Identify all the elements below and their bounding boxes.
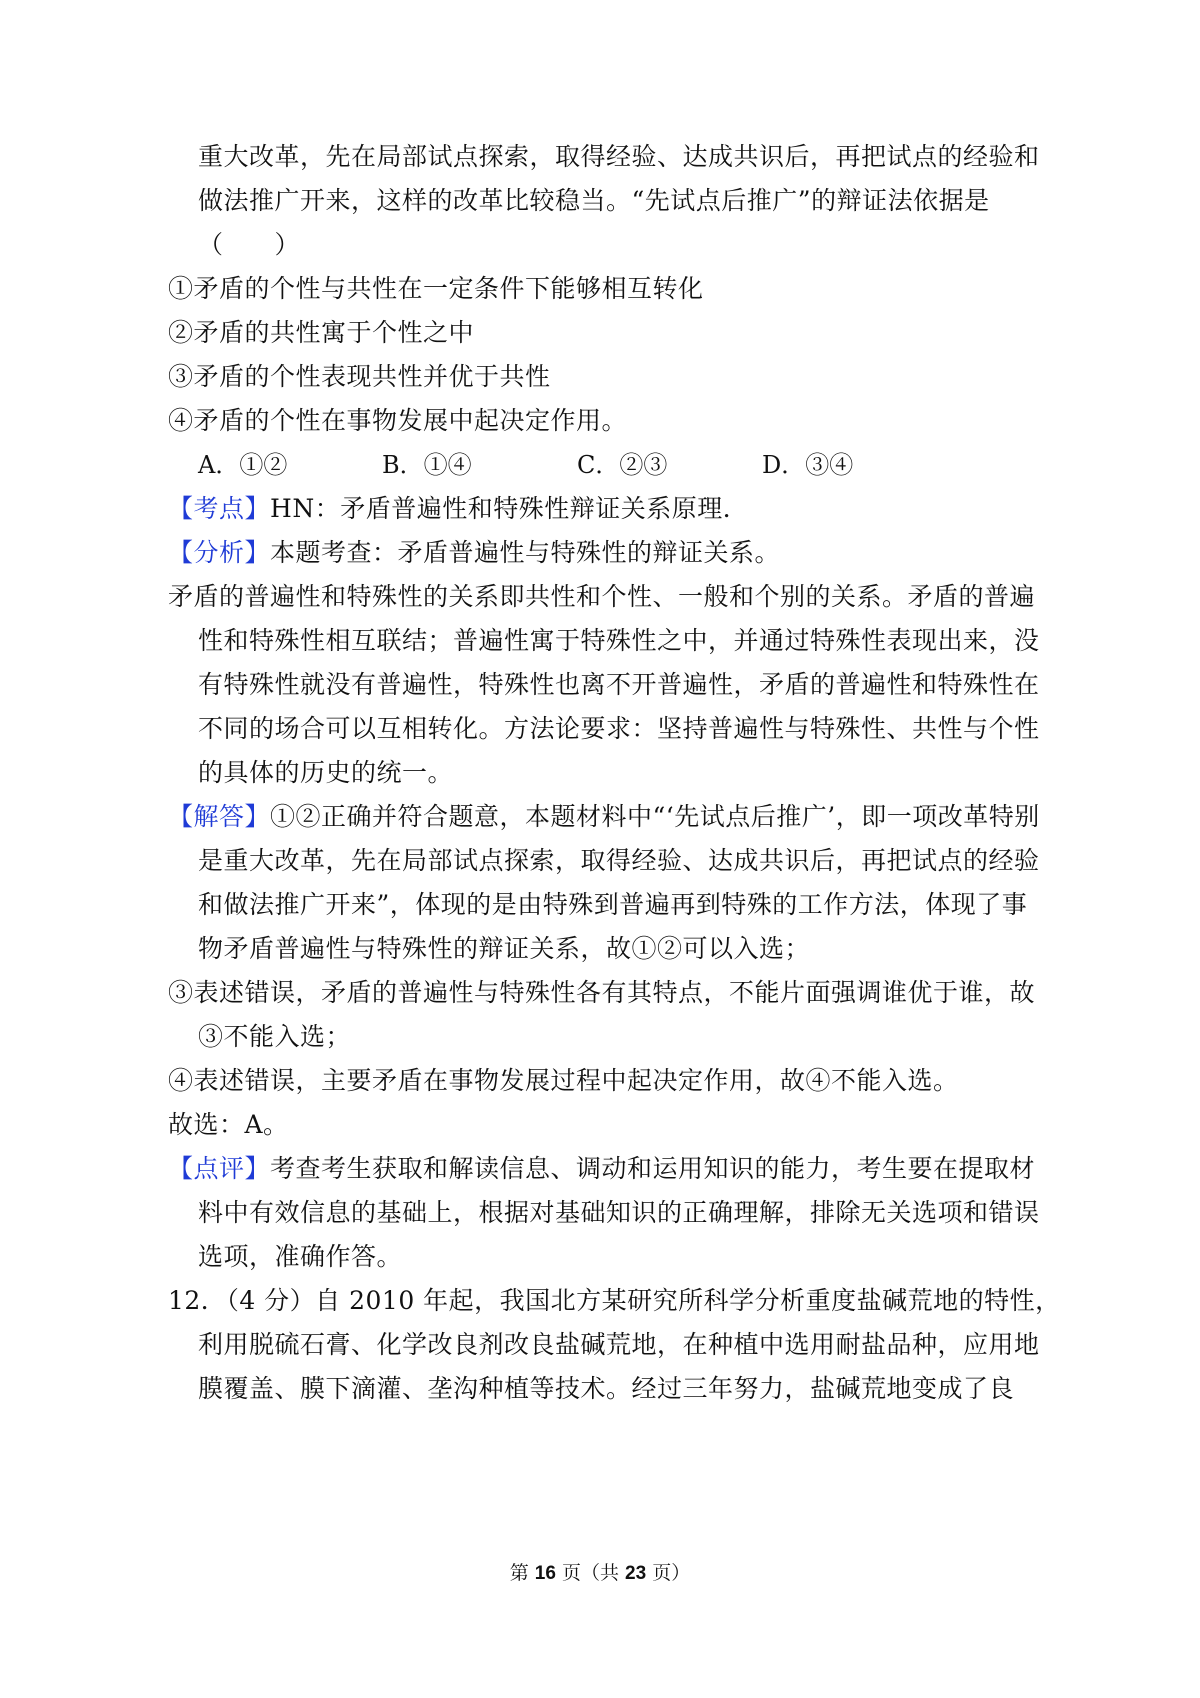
question-12-line-3: 膜覆盖、膜下滴灌、垄沟种植等技术。经过三年努力，盐碱荒地变成了良 bbox=[198, 1374, 1015, 1403]
footer-page-number: 16 bbox=[534, 1563, 556, 1584]
jieda-text-1: ①②正确并符合题意，本题材料中“‘先试点后推广’，即一项改革特别 bbox=[270, 802, 1040, 831]
footer-total-pages: 23 bbox=[625, 1563, 647, 1584]
analysis-line-2: 性和特殊性相互联结；普遍性寓于特殊性之中，并通过特殊性表现出来，没 bbox=[198, 626, 1040, 655]
continued-question-line-2: 做法推广开来，这样的改革比较稳当。“先试点后推广”的辩证法依据是 bbox=[198, 186, 990, 215]
jieda-line-3: 和做法推广开来”，体现的是由特殊到普遍再到特殊的工作方法，体现了事 bbox=[198, 890, 1028, 919]
fenxi-section bbox=[168, 536, 780, 570]
option-c: C．②③ bbox=[577, 451, 668, 479]
question-number: 12． bbox=[168, 1286, 227, 1315]
explanation-3-line-2: ③不能入选； bbox=[198, 1022, 352, 1051]
analysis-line-3: 有特殊性就没有普遍性，特殊性也离不开普遍性，矛盾的普遍性和特殊性在 bbox=[198, 670, 1040, 699]
footer-mid: 页（共 bbox=[561, 1562, 619, 1584]
footer-prefix: 第 bbox=[509, 1562, 529, 1584]
jieda-line-2: 是重大改革，先在局部试点探索，取得经验、达成共识后，再把试点的经验 bbox=[198, 846, 1040, 875]
statement-2: ②矛盾的共性寓于个性之中 bbox=[168, 318, 475, 347]
analysis-line-1: 矛盾的普遍性和特殊性的关系即共性和个性、一般和个别的关系。矛盾的普遍 bbox=[168, 582, 1036, 611]
kaodian-text: HN：矛盾普遍性和特殊性辩证关系原理． bbox=[270, 494, 749, 523]
analysis-line-5: 的具体的历史的统一。 bbox=[198, 758, 454, 787]
jieda-line-4: 物矛盾普遍性与特殊性的辩证关系，故①②可以入选； bbox=[198, 934, 811, 963]
dianping-tag: 【点评】 bbox=[168, 1154, 271, 1183]
footer-suffix: 页） bbox=[652, 1562, 691, 1584]
dianping-section bbox=[168, 1152, 1035, 1186]
fenxi-tag: 【分析】 bbox=[168, 538, 271, 567]
statement-3: ③矛盾的个性表现共性并优于共性 bbox=[168, 362, 551, 391]
answer-blank: （ ） bbox=[198, 230, 301, 259]
final-answer: 故选：A。 bbox=[168, 1110, 289, 1139]
kaodian-tag: 【考点】 bbox=[168, 494, 271, 523]
explanation-4: ④表述错误，主要矛盾在事物发展过程中起决定作用，故④不能入选。 bbox=[168, 1066, 959, 1095]
question-12-line-1 bbox=[168, 1284, 1061, 1318]
dianping-line-2: 料中有效信息的基础上，根据对基础知识的正确理解，排除无关选项和错误 bbox=[198, 1198, 1040, 1227]
statement-4: ④矛盾的个性在事物发展中起决定作用。 bbox=[168, 406, 628, 435]
dianping-line-3: 选项，准确作答。 bbox=[198, 1242, 403, 1271]
continued-question-line-1: 重大改革，先在局部试点探索，取得经验、达成共识后，再把试点的经验和 bbox=[198, 142, 1040, 171]
option-b: B．①④ bbox=[382, 451, 472, 479]
dianping-text-1: 考查考生获取和解读信息、调动和运用知识的能力，考生要在提取材 bbox=[270, 1154, 1036, 1183]
explanation-3-line-1: ③表述错误，矛盾的普遍性与特殊性各有其特点，不能片面强调谁优于谁，故 bbox=[168, 978, 1036, 1007]
option-d: D．③④ bbox=[762, 451, 854, 479]
kaodian-section bbox=[168, 492, 748, 526]
jieda-section bbox=[168, 800, 1040, 834]
question-12-line-2: 利用脱硫石膏、化学改良剂改良盐碱荒地，在种植中选用耐盐品种，应用地 bbox=[198, 1330, 1040, 1359]
option-a: A．①② bbox=[198, 451, 288, 479]
statement-1: ①矛盾的个性与共性在一定条件下能够相互转化 bbox=[168, 274, 704, 303]
question-12-text-1: （4 分）自 2010 年起，我国北方某研究所科学分析重度盐碱荒地的特性， bbox=[226, 1286, 1061, 1315]
jieda-tag: 【解答】 bbox=[168, 802, 271, 831]
page-footer bbox=[0, 1560, 1200, 1587]
fenxi-text: 本题考查：矛盾普遍性与特殊性的辩证关系。 bbox=[270, 538, 781, 567]
analysis-line-4: 不同的场合可以互相转化。方法论要求：坚持普遍性与特殊性、共性与个性 bbox=[198, 714, 1040, 743]
